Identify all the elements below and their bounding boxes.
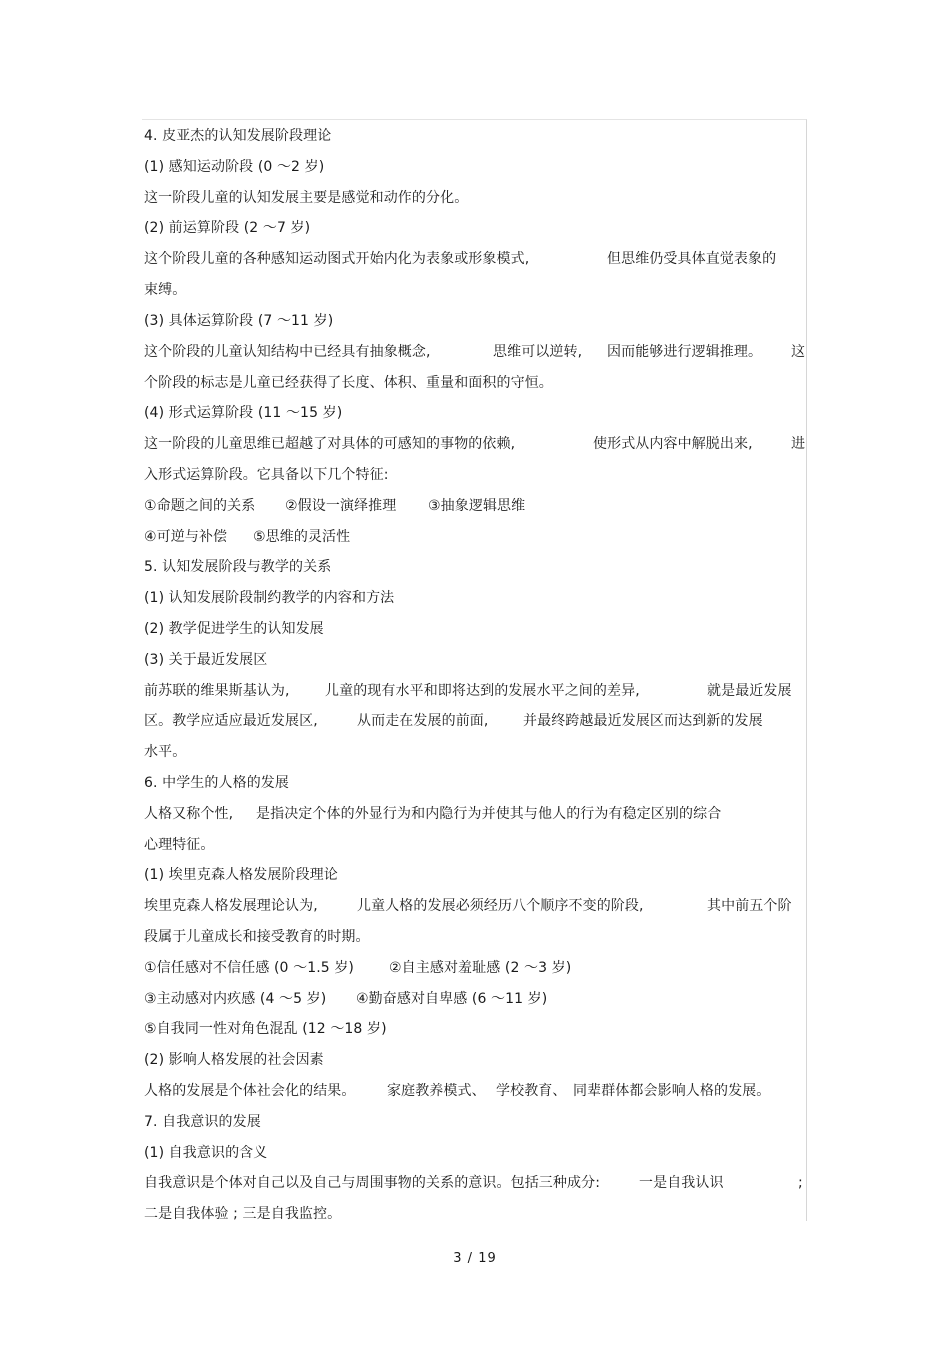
subheading: (1) 埃里克森人格发展阶段理论 [144,867,338,883]
paragraph-line: 学校教育、 [496,1083,567,1099]
paragraph-line: 就是最近发展 [707,683,792,699]
paragraph-line: 思维可以逆转, [493,344,583,360]
paragraph-line: 家庭教养模式、 [387,1083,486,1099]
paragraph-line: 一是自我认识 [639,1175,724,1191]
paragraph-line: 个阶段的标志是儿童已经获得了长度、体积、重量和面积的守恒。 [144,375,553,391]
paragraph-line: 并最终跨越最近发展区而达到新的发展 [523,713,763,729]
paragraph-line: 心理特征。 [144,837,215,853]
paragraph-line: 其中前五个阶 [707,898,792,914]
subheading: (2) 前运算阶段 (2 ～7 岁) [144,220,311,236]
subheading: (2) 影响人格发展的社会因素 [144,1052,324,1068]
paragraph-line: 水平。 [144,744,187,760]
section-heading-4: 4. 皮亚杰的认知发展阶段理论 [144,128,332,144]
page-footer [0,1251,950,1266]
list-item: ③主动感对内疚感 (4 ～5 岁) [144,991,327,1007]
paragraph-line: 但思维仍受具体直觉表象的 [607,251,777,267]
subheading: (3) 具体运算阶段 (7 ～11 岁) [144,313,334,329]
paragraph-line: 埃里克森人格发展理论认为, [144,898,318,914]
paragraph-line: 这一阶段儿童的认知发展主要是感觉和动作的分化。 [144,190,469,206]
list-item: ②假设一演绎推理 [285,498,397,514]
paragraph-line: 使形式从内容中解脱出来, [593,436,753,452]
paragraph-line: 同辈群体都会影响人格的发展。 [573,1083,771,1099]
subheading: (1) 认知发展阶段制约教学的内容和方法 [144,590,395,606]
paragraph-line: 这个阶段儿童的各种感知运动图式开始内化为表象或形象模式, [144,251,530,267]
paragraph-line: 因而能够进行逻辑推理。 [607,344,763,360]
list-item: ①命题之间的关系 [144,498,256,514]
paragraph-line: 这 [791,344,806,360]
paragraph-line: 入形式运算阶段。它具备以下几个特征: [144,467,389,483]
subheading: (1) 感知运动阶段 (0 ～2 岁) [144,159,325,175]
total-pages: 19 [478,1251,497,1266]
paragraph-line: 二是自我体验 ; 三是自我监控。 [144,1206,342,1222]
paragraph-line: 这一阶段的儿童思维已超越了对具体的可感知的事物的依赖, [144,436,516,452]
paragraph-line: 儿童人格的发展必须经历八个顺序不变的阶段, [357,898,644,914]
section-heading-5: 5. 认知发展阶段与教学的关系 [144,559,332,575]
list-item: ①信任感对不信任感 (0 ～1.5 岁) [144,960,354,976]
list-item: ④勤奋感对自卑感 (6 ～11 岁) [356,991,548,1007]
list-item: ②自主感对羞耻感 (2 ～3 岁) [389,960,572,976]
paragraph-line: 这个阶段的儿童认知结构中已经具有抽象概念, [144,344,431,360]
paragraph-line: 进 [791,436,806,452]
paragraph-line: 自我意识是个体对自己以及自己与周围事物的关系的意识。包括三种成分: [144,1175,601,1191]
paragraph-line: 前苏联的维果斯基认为, [144,683,290,699]
page-separator: / [467,1251,474,1266]
subheading: (2) 教学促进学生的认知发展 [144,621,324,637]
subheading: (3) 关于最近发展区 [144,652,268,668]
section-heading-6: 6. 中学生的人格的发展 [144,775,290,791]
list-item: ③抽象逻辑思维 [428,498,526,514]
paragraph-line: ; [798,1175,803,1191]
list-item: ⑤思维的灵活性 [253,529,351,545]
subheading: (1) 自我意识的含义 [144,1145,268,1161]
paragraph-line: 人格又称个性, [144,806,234,822]
list-item: ⑤自我同一性对角色混乱 (12 ～18 岁) [144,1021,387,1037]
paragraph-line: 是指决定个体的外显行为和内隐行为并使其与他人的行为有稳定区别的综合 [256,806,722,822]
paragraph-line: 段属于儿童成长和接受教育的时期。 [144,929,370,945]
paragraph-line: 束缚。 [144,282,187,298]
paragraph-line: 区。教学应适应最近发展区, [144,713,318,729]
paragraph-line: 从而走在发展的前面, [357,713,489,729]
paragraph-line: 儿童的现有水平和即将达到的发展水平之间的差异, [325,683,640,699]
paragraph-line: 人格的发展是个体社会化的结果。 [144,1083,356,1099]
list-item: ④可逆与补偿 [144,529,228,545]
section-heading-7: 7. 自我意识的发展 [144,1114,261,1130]
page-number: 3 [453,1251,463,1266]
subheading: (4) 形式运算阶段 (11 ～15 岁) [144,405,343,421]
